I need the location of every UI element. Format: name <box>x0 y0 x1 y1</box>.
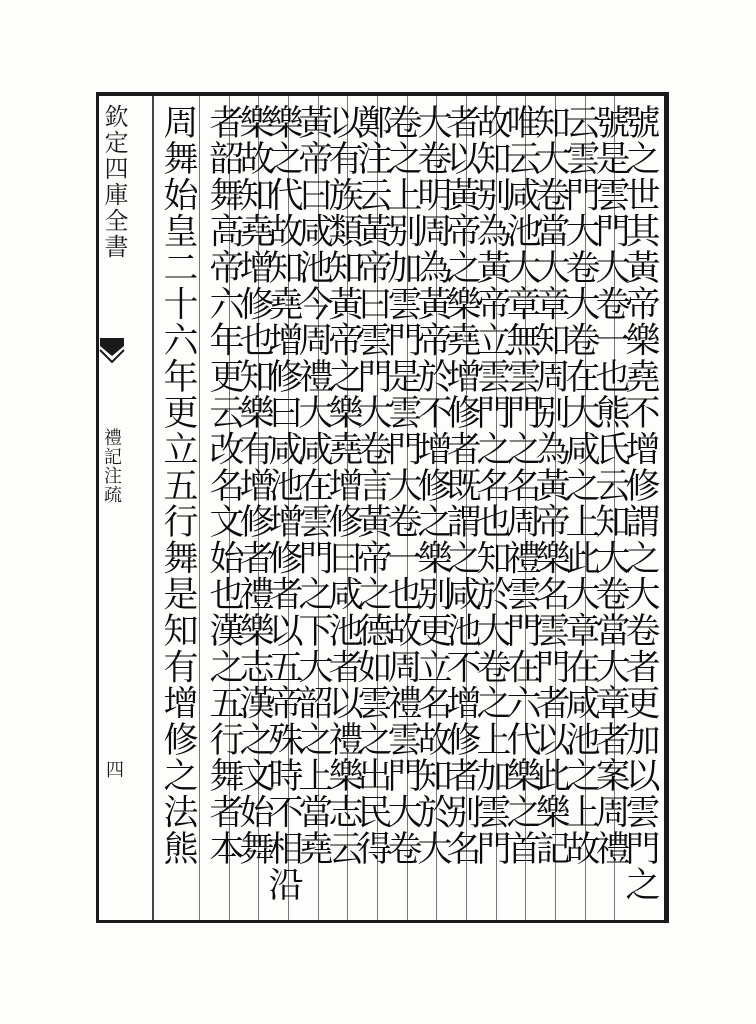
spine-page-number: 四 <box>103 760 124 778</box>
text-column-10: 鄭注云黃帝曰雲門大卷言黃帝之德如雲之出民得 <box>352 104 392 867</box>
spine-divider <box>152 96 154 920</box>
text-column-15: 者韶舞高帝六年更云改名文始也漢之五行舞者本 <box>204 104 244 867</box>
text-column-1: 號之世其黃帝樂堯不增修謂之大卷者更加以雲門之 <box>620 104 660 903</box>
text-column-9: 卷之上别加雲門是雲門大卷一也故周禮雲門大卷 <box>382 104 422 867</box>
frame-bottom-border <box>96 920 666 923</box>
text-column-16: 周舞始皇二十六年更立五行舞是知有增修之法熊 <box>158 104 198 867</box>
text-column-14: 樂故知堯增修也知樂有增修者禮樂志漢之文始舞 <box>234 104 274 867</box>
text-column-3: 云雲門大卷大卷在大咸之上此大章在咸池之上故 <box>560 104 600 867</box>
text-column-5: 唯云咸池大章無雲門之名周禮雲門在六代樂之首 <box>501 104 541 867</box>
text-column-11: 以有族類知黃帝之樂堯增修曰咸池者以禮樂志云 <box>323 104 363 867</box>
text-column-4: 知大卷當大章知周别為黃帝樂名雲門者以此樂記 <box>530 104 570 867</box>
text-column-6: 故知别為黃帝立雲門之名也知於大卷之上加雲門 <box>471 104 511 867</box>
text-column-2: 號是雲門大卷一也熊氏云知大卷當大章者案周禮 <box>590 104 630 867</box>
frame-top-border <box>96 92 666 96</box>
text-column-12: 黃帝曰咸池今周禮大咸在雲門之下大韶之上當堯 <box>293 104 333 867</box>
frame-right-border <box>664 92 669 923</box>
text-column-13: 樂之代故知堯增修曰咸池增修者以五帝殊時不相沿 <box>263 104 303 903</box>
frame-left-border <box>96 92 99 923</box>
spine-book-title: 禮記注疏 <box>101 428 122 504</box>
fish-tail-ornament-icon <box>98 336 126 366</box>
spine-title: 欽定四庫全書 <box>100 104 128 260</box>
text-column-7: 者以黃帝之樂堯增修者既謂之咸池不增修者别名 <box>441 104 481 867</box>
text-column-8: 大卷明周為黃帝於不增修之樂别更立名故知於大 <box>412 104 452 867</box>
